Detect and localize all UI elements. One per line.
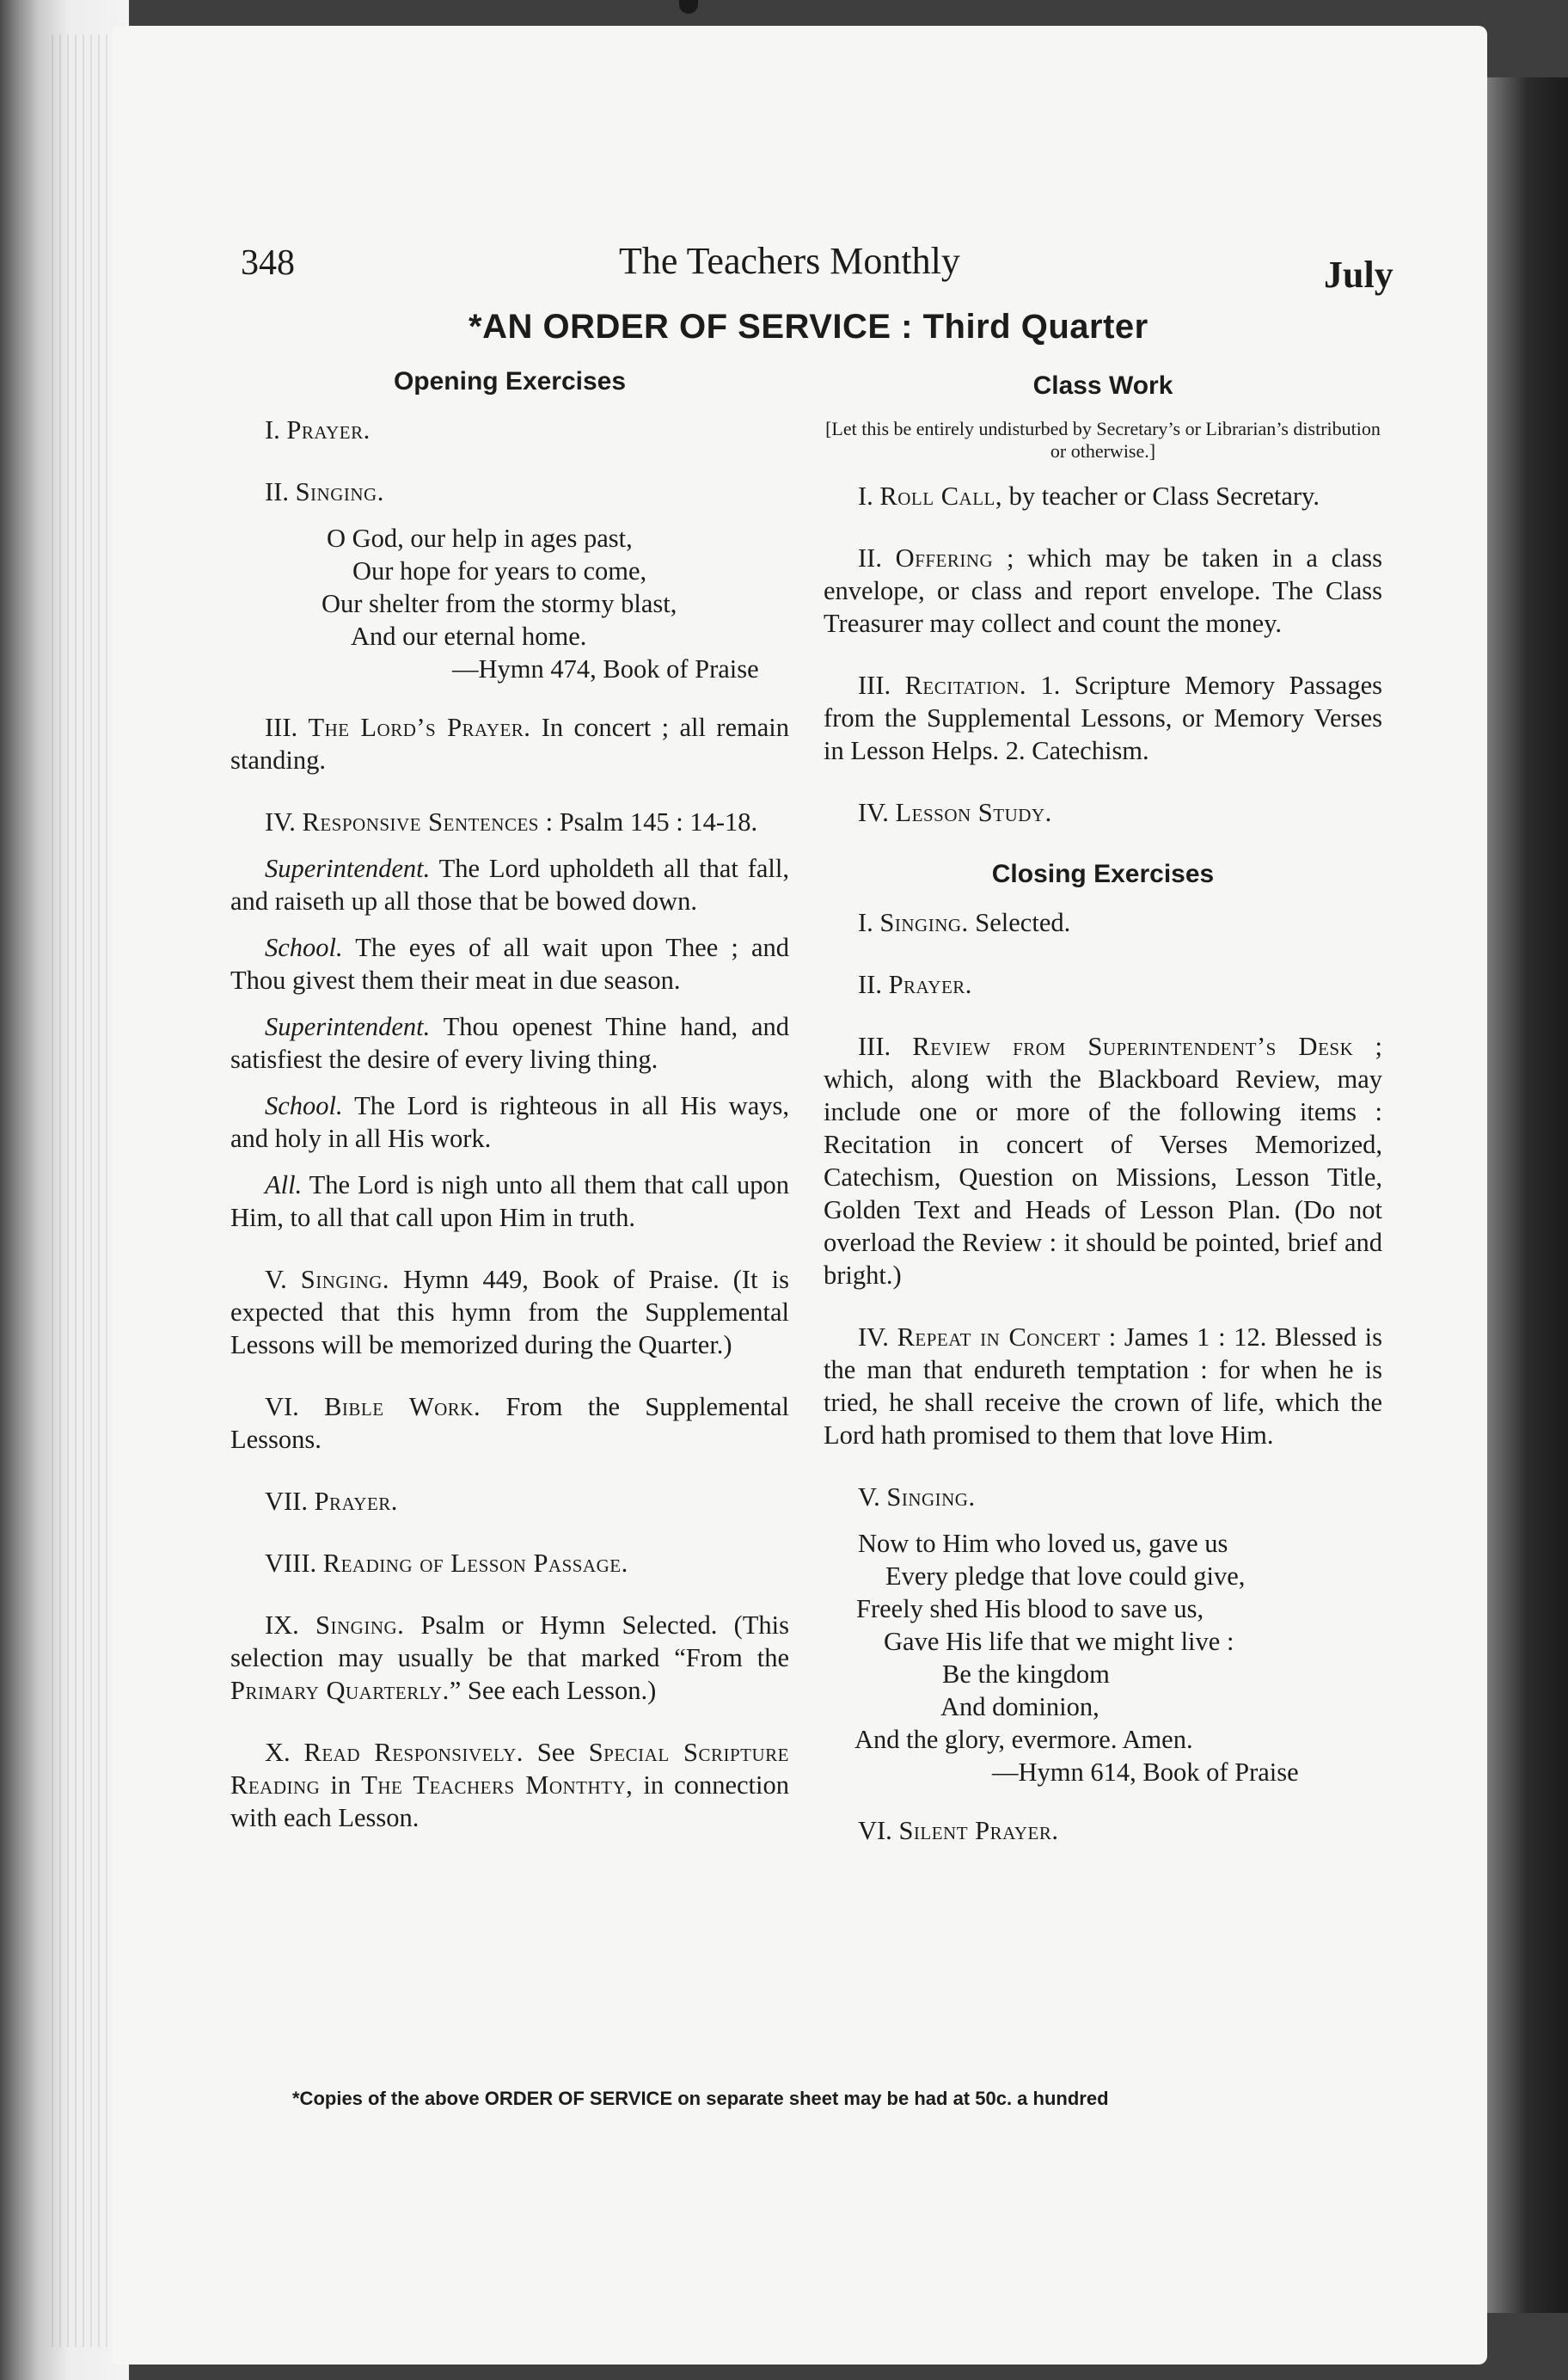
page-number: 348 bbox=[241, 243, 295, 283]
item-responsive-sentences: IV. Responsive Sentences : Psalm 145 : 14-18. bbox=[265, 807, 758, 837]
verse-line: Now to Him who loved us, gave us bbox=[858, 1529, 1228, 1558]
item-read-responsively: X. Read Responsively. See Special Scripture Reading in The Teachers Monthty, in connection with each Lesson. bbox=[230, 1738, 789, 1832]
hymn-614-verse bbox=[824, 1527, 1382, 1788]
item-singing-psalm: IX. Singing. Psalm or Hymn Selected. (This selection may usually be that marked “From the Primary Quarterly.” See each Lesson.) bbox=[230, 1610, 789, 1705]
response-line: Superintendent. Thou openest Thine hand, and satisfiest the desire of every living thing. bbox=[230, 1012, 789, 1074]
hymn-474-verse bbox=[230, 522, 789, 685]
response-line: Superintendent. The Lord upholdeth all that fall, and raiseth up all those that be bowed down. bbox=[230, 854, 789, 916]
item-recitation: III. Recitation. 1. Scripture Memory Passages from the Supplemental Lessons, or Memory Verses in Lesson Helps. 2. Catechism. bbox=[824, 671, 1382, 765]
verse-line: And our eternal home. bbox=[351, 622, 587, 651]
class-work-note: [Let this be entirely undisturbed by Secretary’s or Librarian’s distribution or otherwise.] bbox=[825, 418, 1381, 462]
response-line: All. The Lord is nigh unto all them that call upon Him, to all that call upon Him in truth. bbox=[230, 1170, 789, 1232]
page-stack-lines bbox=[52, 34, 112, 2347]
month-label: July bbox=[1324, 254, 1393, 296]
hymn-attribution: —Hymn 614, Book of Praise bbox=[992, 1757, 1299, 1787]
item-bible-work: VI. Bible Work. From the Supplemental Lessons. bbox=[230, 1392, 789, 1454]
opening-exercises-heading: Opening Exercises bbox=[393, 367, 627, 396]
left-column bbox=[230, 365, 789, 1863]
class-work-heading: Class Work bbox=[1032, 371, 1173, 400]
right-column bbox=[824, 370, 1382, 1876]
scan-speck bbox=[679, 0, 698, 14]
item-reading-lesson-passage: VIII. Reading of Lesson Passage. bbox=[265, 1549, 628, 1578]
verse-line: Be the kingdom bbox=[942, 1659, 1110, 1689]
verse-line: Gave His life that we might live : bbox=[884, 1627, 1234, 1656]
item-review: III. Review from Superintendent’s Desk ; which, along with the Blackboard Review, may include one or more of the following items : Recitation in concert of Verses Memorized, Catechism, Question on Missions, Lesson Title, Golden Text and Heads of Lesson Plan. (Do not overload the Review : it should be pointed, brief and bright.) bbox=[824, 1032, 1382, 1290]
item-singing-hymn-449: V. Singing. Hymn 449, Book of Praise. (It is expected that this hymn from the Supplemental Lessons will be memorized during the Quarter.) bbox=[230, 1265, 789, 1359]
verse-line: Our shelter from the stormy blast, bbox=[322, 589, 677, 618]
verse-line: Our hope for years to come, bbox=[352, 556, 647, 586]
item-repeat-in-concert: IV. Repeat in Concert : James 1 : 12. Blessed is the man that endureth temptation : for when he is tried, he shall receive the crown of life, which the Lord hath promised to them that love Him. bbox=[824, 1322, 1382, 1450]
item-singing: II. Singing. bbox=[265, 477, 384, 506]
response-line: School. The Lord is righteous in all His ways, and holy in all His work. bbox=[230, 1091, 789, 1153]
response-line: School. The eyes of all wait upon Thee ; and Thou givest them their meat in due season. bbox=[230, 933, 789, 995]
verse-line: And dominion, bbox=[940, 1692, 1099, 1721]
closing-exercises-heading: Closing Exercises bbox=[991, 860, 1215, 888]
page-title: *AN ORDER OF SERVICE : Third Quarter bbox=[469, 308, 1148, 346]
page-edge-shadow bbox=[1487, 77, 1568, 2313]
item-offering: II. Offering ; which may be taken in a class envelope, or class and report envelope. The Class Treasurer may collect and count the money. bbox=[824, 543, 1382, 638]
verse-line: And the glory, evermore. Amen. bbox=[854, 1725, 1193, 1754]
item-closing-singing-2: V. Singing. bbox=[858, 1482, 976, 1512]
item-lesson-study: IV. Lesson Study. bbox=[858, 798, 1052, 827]
running-title: The Teachers Monthly bbox=[619, 240, 960, 282]
book-spine bbox=[0, 0, 129, 2380]
item-lords-prayer: III. The Lord’s Prayer. In concert ; all remain standing. bbox=[230, 713, 789, 775]
item-roll-call: I. Roll Call, by teacher or Class Secretary. bbox=[858, 482, 1320, 511]
item-silent-prayer: VI. Silent Prayer. bbox=[858, 1816, 1059, 1845]
verse-line: Every pledge that love could give, bbox=[885, 1561, 1246, 1591]
footnote: *Copies of the above ORDER OF SERVICE on separate sheet may be had at 50c. a hundred bbox=[292, 2088, 1109, 2109]
item-prayer: I. Prayer. bbox=[265, 415, 371, 445]
item-closing-singing: I. Singing. Selected. bbox=[858, 908, 1071, 937]
verse-line: Freely shed His blood to save us, bbox=[856, 1594, 1204, 1623]
item-closing-prayer: II. Prayer. bbox=[858, 970, 972, 999]
hymn-attribution: —Hymn 474, Book of Praise bbox=[452, 654, 759, 684]
item-prayer-2: VII. Prayer. bbox=[265, 1487, 398, 1516]
verse-line: O God, our help in ages past, bbox=[327, 524, 633, 553]
